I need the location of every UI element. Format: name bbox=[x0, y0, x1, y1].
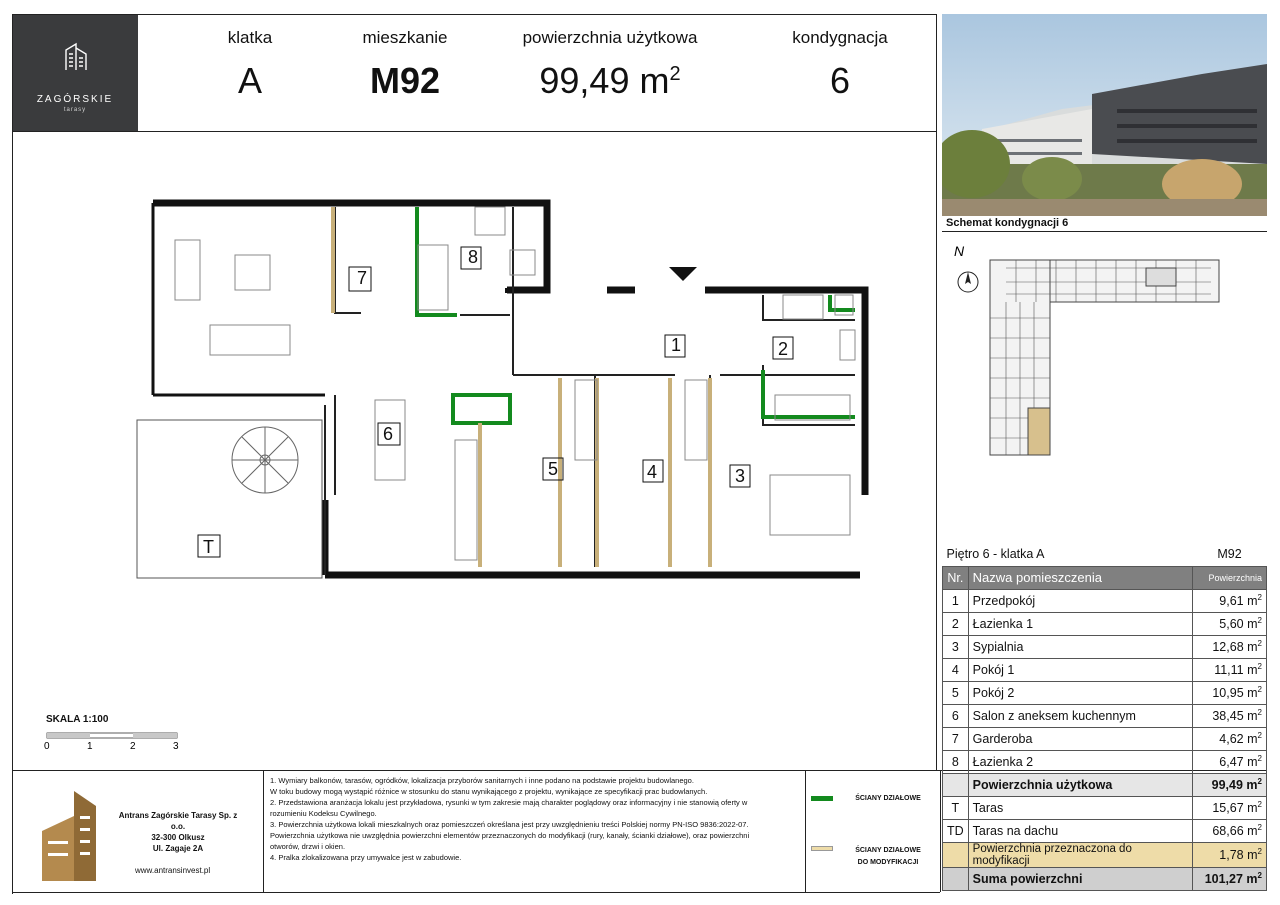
table-title: Piętro 6 - klatka A bbox=[946, 547, 1045, 562]
room-3-label: 3 bbox=[735, 466, 746, 486]
table-row: 6 Salon z aneksem kuchennym 38,45 $m^2$ bbox=[943, 704, 1267, 727]
company-address: Antrans Zagórskie Tarasy Sp. z o.o. 32-300 Olkusz Ul. Zagaje 2A bbox=[118, 811, 238, 853]
col-name: Nazwa pomieszczenia bbox=[968, 566, 1192, 589]
klatka-value: A bbox=[237, 60, 262, 101]
col-nr: Nr. bbox=[943, 566, 969, 589]
table-row: TD Taras na dachu 68,66 $m^2$ bbox=[943, 819, 1267, 842]
room-2-label: 2 bbox=[778, 339, 789, 359]
table-row: 8 Łazienka 2 6,47 $m^2$ bbox=[943, 750, 1267, 773]
legend-mod-swatch bbox=[811, 846, 833, 851]
building-logo-icon bbox=[64, 40, 90, 72]
room-7-label: 7 bbox=[357, 268, 368, 288]
mieszkanie-label: mieszkanie bbox=[362, 28, 448, 47]
legend-green-swatch bbox=[811, 796, 833, 801]
legend-partition-mod: ŚCIANY DZIAŁOWE DO MODYFIKACJI bbox=[855, 847, 921, 866]
table-row: 4 Pokój 1 11,11 $m^2$ bbox=[943, 658, 1267, 681]
header-mieszkanie bbox=[335, 28, 475, 102]
usable-area-row: Powierzchnia użytkowa 99,49 $m^2$ bbox=[943, 773, 1267, 796]
total-row: Suma powierzchni 101,27 $m^2$ bbox=[943, 867, 1267, 890]
brand-logo bbox=[12, 14, 138, 131]
table-row: 5 Pokój 2 10,95 $m^2$ bbox=[943, 681, 1267, 704]
table-row: 2 Łazienka 1 5,60 $m^2$ bbox=[943, 612, 1267, 635]
kondygnacja-value: 6 bbox=[829, 60, 851, 101]
legend-partition: ŚCIANY DZIAŁOWE bbox=[855, 795, 921, 802]
building-photo bbox=[942, 14, 1267, 216]
scale-label: SKALA 1:100 bbox=[46, 714, 109, 725]
svg-text:1: 1 bbox=[87, 741, 93, 752]
room-5-label: 5 bbox=[548, 459, 559, 479]
room-1-label: 1 bbox=[671, 335, 682, 355]
compass-icon bbox=[958, 272, 978, 292]
room-4-label: 4 bbox=[647, 462, 658, 482]
floor-schema bbox=[946, 238, 1226, 463]
header-kondygnacja bbox=[770, 28, 910, 102]
col-area: Powierzchnia bbox=[1193, 566, 1267, 589]
svg-text:2: 2 bbox=[130, 741, 136, 752]
table-row: 1 Przedpokój 9,61 $m^2$ bbox=[943, 589, 1267, 612]
table-title-row bbox=[943, 543, 1267, 566]
room-t-label: T bbox=[203, 537, 214, 557]
table-row: 3 Sypialnia 12,68 $m^2$ bbox=[943, 635, 1267, 658]
schemat-title: Schemat kondygnacji 6 bbox=[946, 217, 1069, 229]
powierzchnia-value: 99,49 $m^2$ bbox=[539, 60, 681, 101]
svg-text:0: 0 bbox=[44, 741, 50, 752]
brand-tagline: tarasy bbox=[63, 107, 87, 113]
table-row: 7 Garderoba 4,62 $m^2$ bbox=[943, 727, 1267, 750]
svg-text:3: 3 bbox=[173, 741, 179, 752]
brand-name: ZAGÓRSKIE bbox=[36, 94, 114, 105]
mieszkanie-value: M92 bbox=[369, 60, 441, 101]
modification-row: Powierzchnia przeznaczona do modyfikacji 1,78 $m^2$ bbox=[943, 842, 1267, 867]
klatka-label: klatka bbox=[227, 28, 273, 47]
table-row: T Taras 15,67 $m^2$ bbox=[943, 796, 1267, 819]
header-powierzchnia bbox=[510, 28, 710, 102]
room-table bbox=[942, 543, 1267, 891]
company-url[interactable]: www.antransinvest.pl bbox=[135, 866, 211, 875]
scale-bar bbox=[42, 731, 192, 753]
spiral-stair-icon bbox=[232, 427, 298, 493]
kondygnacja-label: kondygnacja bbox=[792, 28, 888, 47]
floor-plan bbox=[135, 195, 875, 585]
table-header-row bbox=[943, 566, 1267, 589]
compass-label: N bbox=[954, 243, 965, 259]
powierzchnia-label: powierzchnia użytkowa bbox=[522, 28, 698, 47]
header-klatka bbox=[200, 28, 300, 102]
company-logo bbox=[34, 786, 124, 886]
table-apartment: M92 bbox=[1217, 547, 1242, 562]
notes: 1. Wymiary balkonów, tarasów, ogródków, lokalizacja przyborów sanitarnych i inne podano na podstawie projektu budowlanego. W toku budowy mogą wystąpić różnice w stosunku do stanu wynikającego z projektu, wynikające ze specyfikacji prac budowlanych. 2. Przedstawiona aranżacja lokalu jest przykładowa, rysunki w tym zakresie mają charakter poglądowy oraz informacyjny i nie stanowią oferty w rozumieniu Kodeksu Cywilnego. 3. Powierzchnia użytkowa lokali mieszkalnych oraz pomieszczeń określana jest przy uwzględnieniu treści Polskiej normy PN-ISO 9836:2022-07. Powierzchnia użytkowa nie uwzględnia powierzchni elementów przeznaczonych do modyfikacji (rury, kanały, ścianki działowe), oraz powierzchni otworów, drzwi i okien. 4. Pralka zlokalizowana przy umywalce jest w zabudowie. bbox=[270, 776, 750, 862]
room-8-label: 8 bbox=[468, 247, 479, 267]
room-6-label: 6 bbox=[383, 424, 394, 444]
